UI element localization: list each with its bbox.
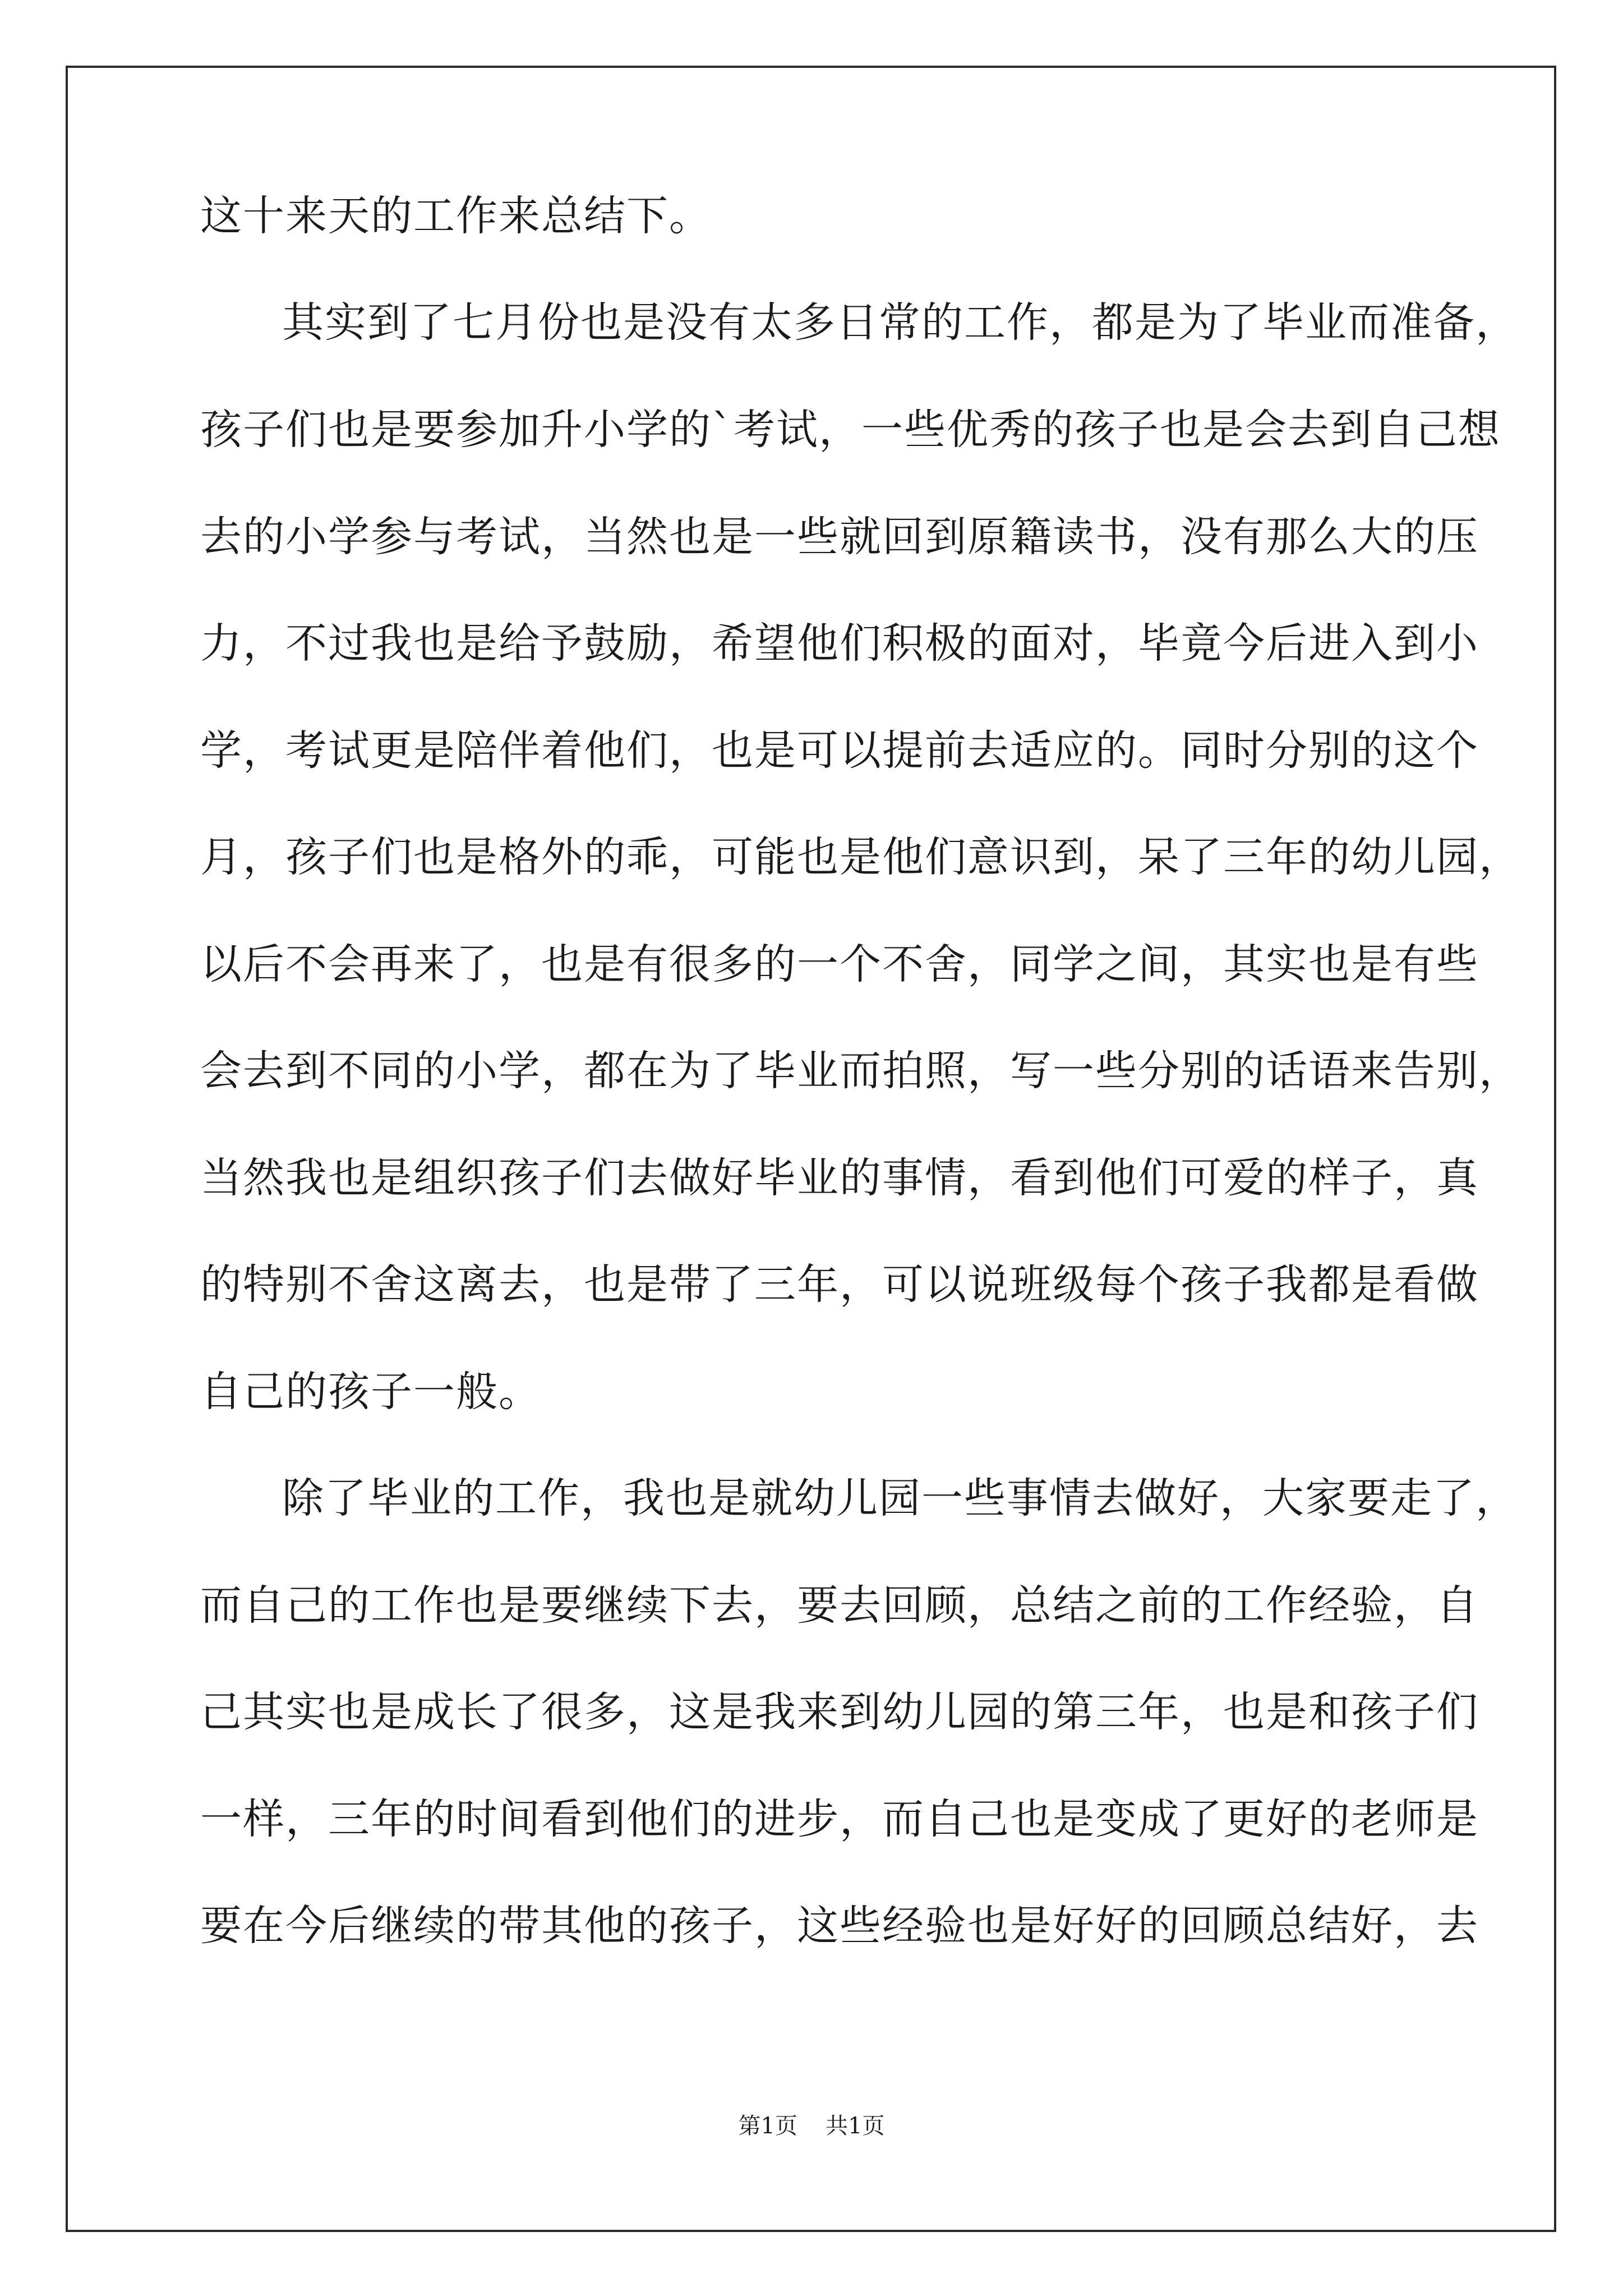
page-number: 第1页 xyxy=(738,2113,797,2139)
text-line: 要在今后继续的带其他的孩子，这些经验也是好好的回顾总结好，去 xyxy=(200,1902,1479,1950)
page-footer xyxy=(0,2113,1623,2139)
text-line: 自己的孩子一般。 xyxy=(200,1368,541,1416)
page-total: 共1页 xyxy=(826,2113,885,2139)
text-line: 的特别不舍这离去，也是带了三年，可以说班级每个孩子我都是看做 xyxy=(200,1260,1479,1309)
text-line: 其实到了七月份也是没有太多日常的工作，都是为了毕业而准备， xyxy=(282,298,1518,347)
text-line: 会去到不同的小学，都在为了毕业而拍照，写一些分别的话语来告别， xyxy=(200,1047,1521,1095)
text-line: 除了毕业的工作，我也是就幼儿园一些事情去做好，大家要走了， xyxy=(282,1474,1518,1522)
text-line: 学，考试更是陪伴着他们，也是可以提前去适应的。同时分别的这个 xyxy=(200,726,1479,775)
text-line: 这十来天的工作来总结下。 xyxy=(200,192,712,240)
text-line: 力，不过我也是给予鼓励，希望他们积极的面对，毕竟今后进入到小 xyxy=(200,619,1479,668)
text-line: 去的小学参与考试，当然也是一些就回到原籍读书，没有那么大的压 xyxy=(200,513,1479,561)
text-line: 孩子们也是要参加升小学的`考试，一些优秀的孩子也是会去到自己想 xyxy=(200,406,1501,454)
text-line: 己其实也是成长了很多，这是我来到幼儿园的第三年，也是和孩子们 xyxy=(200,1688,1479,1736)
text-line: 一样，三年的时间看到他们的进步，而自己也是变成了更好的老师是 xyxy=(200,1795,1479,1843)
text-line: 当然我也是组织孩子们去做好毕业的事情，看到他们可爱的样子，真 xyxy=(200,1154,1479,1202)
text-line: 月，孩子们也是格外的乖，可能也是他们意识到，呆了三年的幼儿园， xyxy=(200,833,1521,881)
text-line: 而自己的工作也是要继续下去，要去回顾，总结之前的工作经验，自 xyxy=(200,1581,1479,1630)
text-line: 以后不会再来了，也是有很多的一个不舍，同学之间，其实也是有些 xyxy=(200,940,1479,988)
